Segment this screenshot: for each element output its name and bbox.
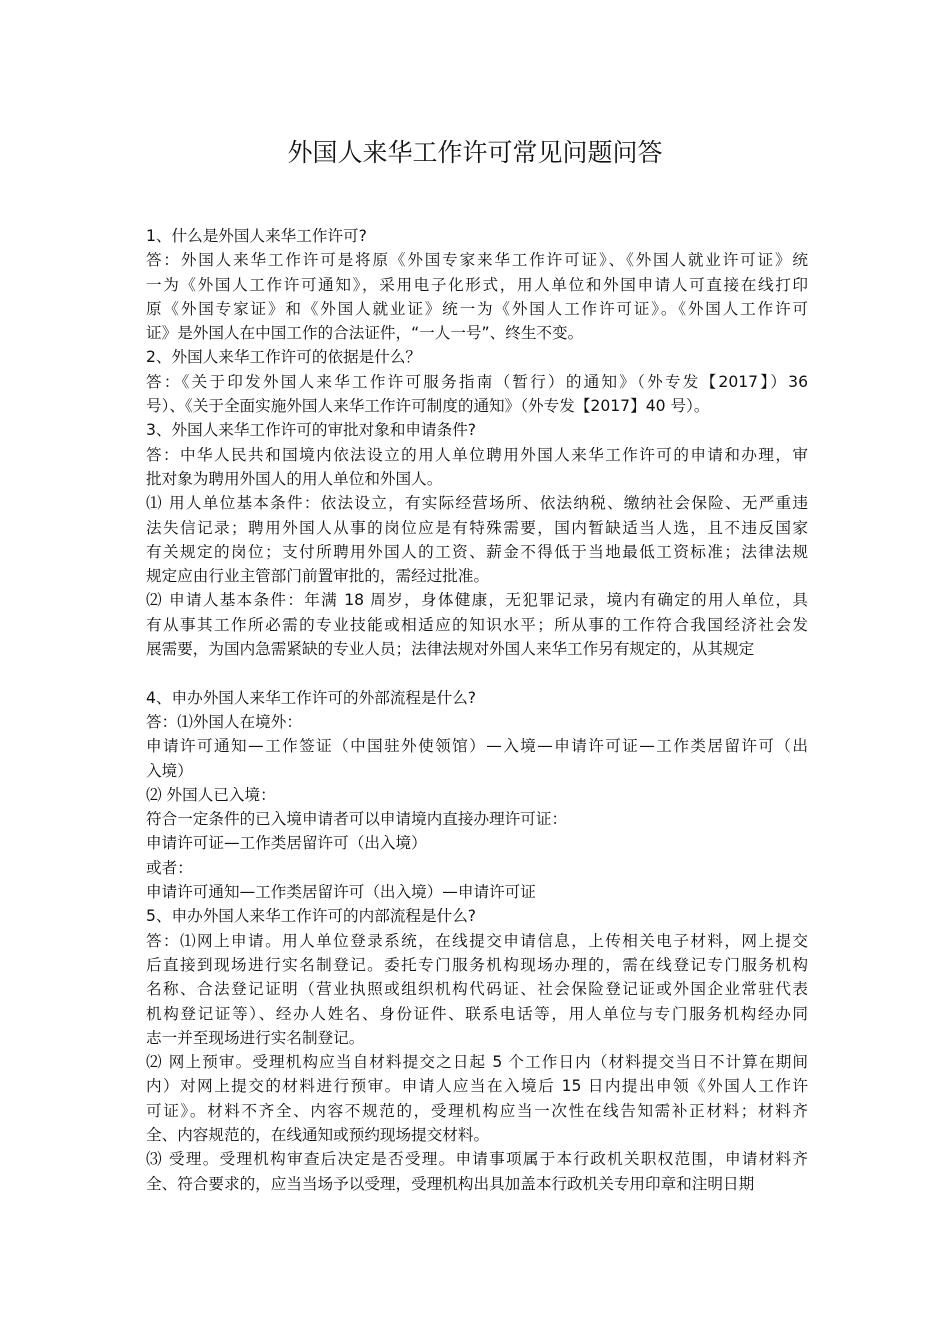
- text-line: 规定应由行业主管部门前置审批的，需经过批准。: [146, 567, 490, 586]
- text-line: 法失信记录；聘用外国人从事的岗位应是有特殊需要，国内暂缺适当人选，且不违反国家: [146, 518, 808, 537]
- document-body: [146, 224, 808, 1196]
- text-line: 有关规定的岗位；支付所聘用外国人的工资、薪金不得低于当地最低工资标准；法律法规: [146, 542, 808, 561]
- text-line: 全、内容规范的，在线通知或预约现场提交材料。: [146, 1125, 490, 1144]
- text-line: 名称、合法登记证明（营业执照或组织机构代码证、社会保险登记证或外国企业常驻代表: [146, 980, 808, 999]
- text-line: 全、符合要求的，应当当场予以受理，受理机构出具加盖本行政机关专用印章和注明日期: [146, 1174, 755, 1193]
- text-line: 答：⑴外国人在境外：: [146, 712, 302, 731]
- text-line: 入境）: [146, 761, 193, 780]
- text-line: 申请许可证—工作类居留许可（出入境）: [146, 834, 427, 853]
- text-line: ⑶ 受理。受理机构审查后决定是否受理。申请事项属于本行政机关职权范围，申请材料齐: [146, 1150, 808, 1169]
- blank-line: [146, 661, 808, 685]
- text-line: 号）、《关于全面实施外国人来华工作许可制度的通知》（外专发【2017】40 号）。: [146, 397, 710, 416]
- text-line: 申请许可通知—工作签证（中国驻外使领馆）—入境—申请许可证—工作类居留许可（出: [146, 737, 808, 756]
- text-line: 5、申办外国人来华工作许可的内部流程是什么?: [146, 907, 477, 926]
- text-line: 答：《关于印发外国人来华工作许可服务指南（暂行）的通知》（外专发【2017】）36: [146, 372, 808, 391]
- text-line: 4、申办外国人来华工作许可的外部流程是什么?: [146, 688, 477, 707]
- text-line: 答：⑴网上申请。用人单位登录系统，在线提交申请信息，上传相关电子材料，网上提交: [146, 931, 808, 950]
- text-line: ⑵ 网上预审。受理机构应当自材料提交之日起 5 个工作日内（材料提交当日不计算在期间: [146, 1053, 808, 1072]
- text-line: ⑵ 外国人已入境：: [146, 785, 276, 804]
- text-line: 1、什么是外国人来华工作许可?: [146, 227, 367, 245]
- text-line: 批对象为聘用外国人的用人单位和外国人。: [146, 469, 443, 488]
- text-line: 机构登记证等）、经办人姓名、身份证件、联系电话等，用人单位与专门服务机构经办同: [146, 1004, 808, 1023]
- text-line: 申请许可通知—工作类居留许可（出入境）—申请许可证: [146, 883, 536, 902]
- text-line: 答：外国人来华工作许可是将原《外国专家来华工作许可证》、《外国人就业许可证》统: [146, 251, 808, 270]
- text-line: ⑵ 申请人基本条件：年满 18 周岁，身体健康，无犯罪记录，境内有确定的用人单位，具: [146, 591, 808, 610]
- text-line: ⑴ 用人单位基本条件：依法设立，有实际经营场所、依法纳税、缴纳社会保险、无严重违: [146, 494, 808, 513]
- text-line: 2、外国人来华工作许可的依据是什么？: [146, 348, 422, 367]
- text-line: 答：中华人民共和国境内依法设立的用人单位聘用外国人来华工作许可的申请和办理，审: [146, 445, 808, 464]
- text-line: 展需要，为国内急需紧缺的专业人员；法律法规对外国人来华工作另有规定的，从其规定: [146, 640, 755, 659]
- text-line: 有从事其工作所必需的专业技能或相适应的知识水平；所从事的工作符合我国经济社会发: [146, 615, 808, 634]
- text-line: 原《外国专家证》和《外国人就业证》统一为《外国人工作许可证》。《外国人工作许可: [146, 299, 808, 318]
- text-line: 志一并至现场进行实名制登记。: [146, 1028, 365, 1047]
- text-line: 符合一定条件的已入境申请者可以申请境内直接办理许可证：: [146, 810, 568, 829]
- text-line: 内）对网上提交的材料进行预审。申请人应当在入境后 15 日内提出申领《外国人工作许: [146, 1077, 808, 1096]
- text-line: 可证》。材料不齐全、内容不规范的，受理机构应当一次性在线告知需补正材料；材料齐: [146, 1101, 808, 1120]
- text-line: 一为《外国人工作许可通知》，采用电子化形式，用人单位和外国申请人可直接在线打印: [146, 275, 808, 294]
- text-line: 证》是外国人在中国工作的合法证件，“一人一号”、终生不变。: [146, 324, 584, 343]
- text-line: 或者：: [146, 858, 193, 877]
- text-line: 3、外国人来华工作许可的审批对象和申请条件?: [146, 421, 477, 440]
- page-title: 外国人来华工作许可常见问题问答: [287, 138, 663, 167]
- text-line: 后直接到现场进行实名制登记。委托专门服务机构现场办理的，需在线登记专门服务机构: [146, 955, 808, 974]
